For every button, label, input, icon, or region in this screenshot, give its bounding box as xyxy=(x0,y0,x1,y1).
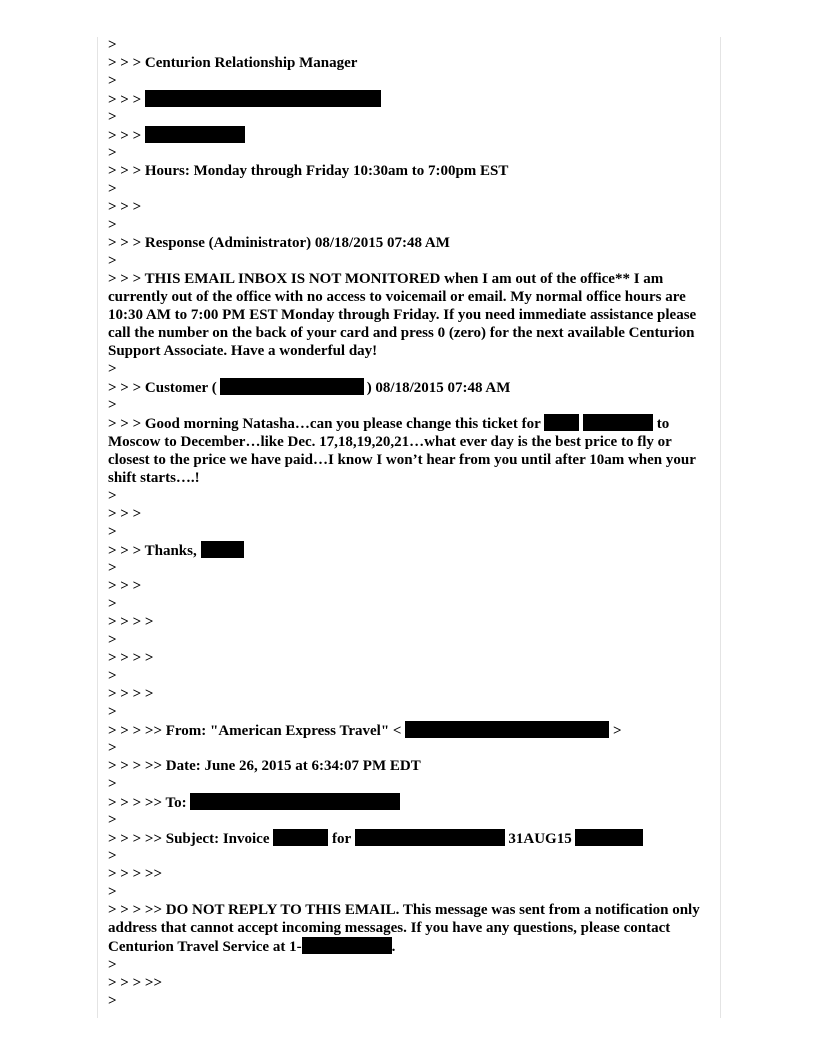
response-header-line: > > > Response (Administrator) 08/18/2015 07:48 AM xyxy=(108,235,450,251)
customer-message-start: > > > Good morning Natasha…can you please change this ticket for xyxy=(108,416,541,432)
hours-line: > > > Hours: Monday through Friday 10:30am to 7:00pm EST xyxy=(108,163,509,179)
redaction-bar xyxy=(201,541,244,558)
subject-date: 31AUG15 xyxy=(508,831,572,847)
quote-line: > xyxy=(108,884,117,900)
customer-timestamp: ) 08/18/2015 07:48 AM xyxy=(366,380,511,396)
redaction-bar xyxy=(190,793,400,810)
notification-paragraph xyxy=(108,901,712,956)
quote-line: > xyxy=(108,253,117,269)
from-line xyxy=(108,721,712,739)
redaction-bar xyxy=(273,829,328,846)
quote-line: > > > > xyxy=(108,650,154,666)
to-line xyxy=(108,793,712,811)
redaction-bar xyxy=(302,937,392,954)
quote-line: > xyxy=(108,668,117,684)
redaction-bar xyxy=(145,126,245,143)
quote-line: > xyxy=(108,397,117,413)
redaction-bar xyxy=(583,414,653,431)
quote-line: > > > xyxy=(108,199,142,215)
date-line: > > > >> Date: June 26, 2015 at 6:34:07 PM EDT xyxy=(108,758,421,774)
auto-response-paragraph: > > > THIS EMAIL INBOX IS NOT MONITORED when I am out of the office** I am currently out of the office with no access to voicemail or email. My normal office hours are 10:30 AM to 7:00 PM EST Monday through Friday. If you need immediate assistance please call the number on the back of your card and press 0 (zero) for the next available Centurion Support Associate. Have a wonderful day! xyxy=(108,271,697,359)
quote-line: > > > xyxy=(108,578,142,594)
quote-line: > xyxy=(108,776,117,792)
manager-title-line: > > > Centurion Relationship Manager xyxy=(108,55,358,71)
quote-line: > xyxy=(108,632,117,648)
quote-line: > xyxy=(108,704,117,720)
quote-line: > > > > xyxy=(108,614,154,630)
redaction-bar xyxy=(145,90,381,107)
redaction-bar xyxy=(220,378,364,395)
subject-for: for xyxy=(331,831,351,847)
quote-line: > xyxy=(108,957,117,973)
quote-prefix: > > > xyxy=(108,92,142,108)
quote-line: > xyxy=(108,812,117,828)
redaction-bar xyxy=(575,829,643,846)
redaction-bar xyxy=(544,414,579,431)
signoff-line xyxy=(108,541,712,559)
quote-line: > > > xyxy=(108,506,142,522)
quote-line: > xyxy=(108,217,117,233)
notification-text: > > > >> DO NOT REPLY TO THIS EMAIL. This message was sent from a notification only address that cannot accept incoming messages. If you have any questions, please contact Centurion Travel Service at 1- xyxy=(108,902,700,955)
email-thread-document xyxy=(108,36,712,1010)
quote-line: > xyxy=(108,596,117,612)
quote-line: > xyxy=(108,109,117,125)
quote-line: > > > > xyxy=(108,686,154,702)
quote-prefix: > > > xyxy=(108,128,142,144)
signoff-text: > > > Thanks, xyxy=(108,543,197,559)
quote-line: > xyxy=(108,488,117,504)
redaction-bar xyxy=(405,721,609,738)
quote-line: > xyxy=(108,145,117,161)
customer-message-paragraph xyxy=(108,414,712,487)
quote-line: > xyxy=(108,993,117,1009)
quote-line: > xyxy=(108,740,117,756)
quote-line: > xyxy=(108,37,117,53)
quote-line: > xyxy=(108,73,117,89)
quote-line: > > > >> xyxy=(108,866,162,882)
customer-message-rest: to Moscow to December…like Dec. 17,18,19,20,21…what ever day is the best price to fly or closest to the price we have paid…I know I won’t hear from you until after 10am when your shift starts….! xyxy=(108,416,696,486)
manager-contact-line xyxy=(108,90,712,108)
quote-line: > xyxy=(108,560,117,576)
quote-line: > xyxy=(108,361,117,377)
quote-line: > xyxy=(108,181,117,197)
subject-label: > > > >> Subject: Invoice xyxy=(108,831,270,847)
subject-line xyxy=(108,829,712,847)
quote-line: > > > >> xyxy=(108,975,162,991)
from-label: > > > >> From: "American Express Travel" < xyxy=(108,723,402,739)
redaction-bar xyxy=(355,829,505,846)
manager-phone-line xyxy=(108,126,712,144)
notification-period: . xyxy=(391,939,396,955)
quote-line: > xyxy=(108,524,117,540)
customer-header-line xyxy=(108,378,712,396)
quote-line: > xyxy=(108,848,117,864)
to-label: > > > >> To: xyxy=(108,795,187,811)
customer-label: > > > Customer ( xyxy=(108,380,217,396)
from-closing: > xyxy=(612,723,622,739)
